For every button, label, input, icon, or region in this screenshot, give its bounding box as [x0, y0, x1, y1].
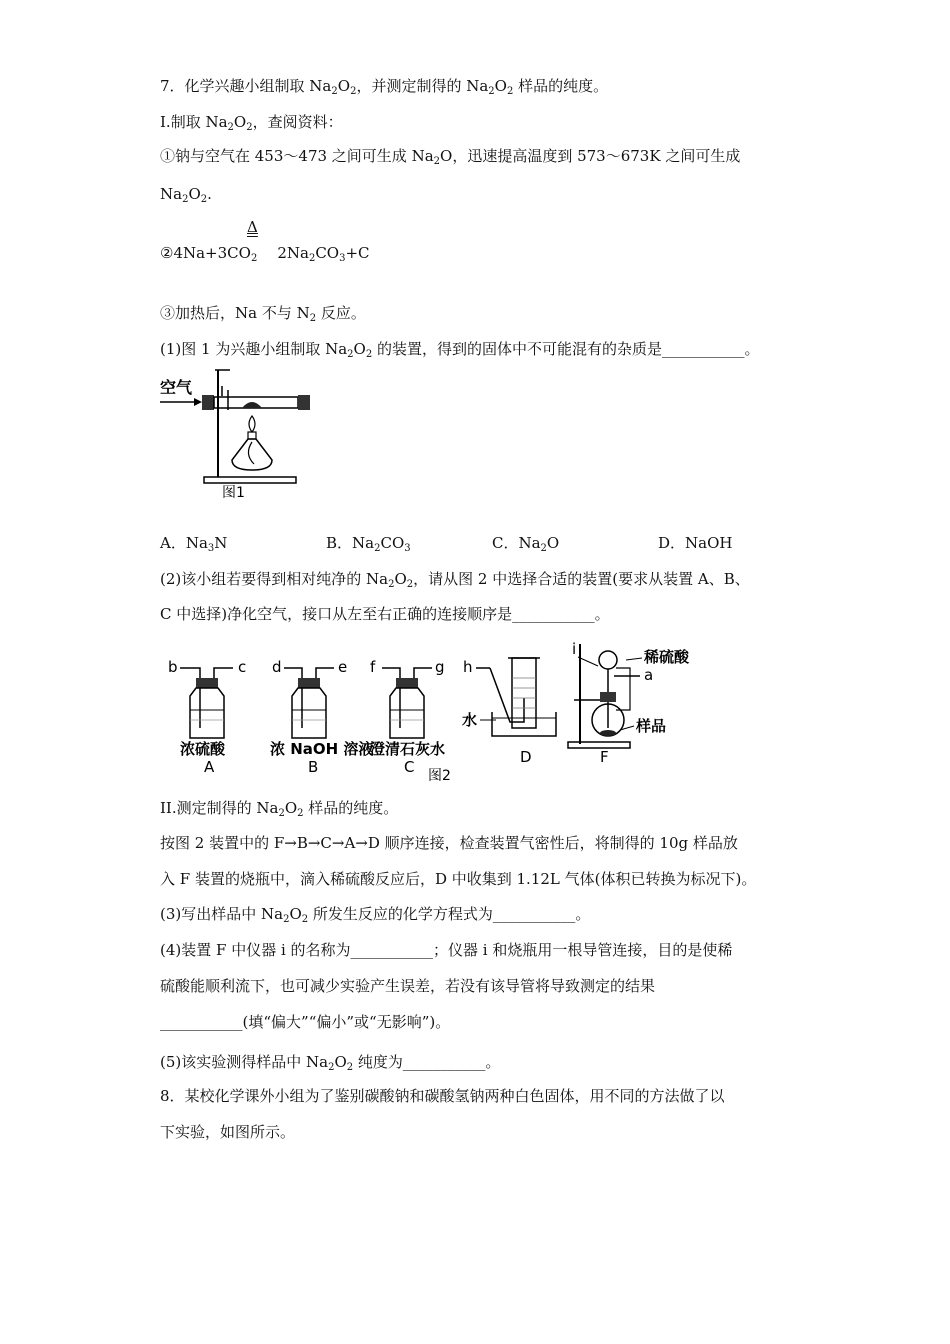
question-4-cont2: ___________(填“偏大”“偏小”或“无影响”)。 [160, 1013, 451, 1031]
delta-symbol: Δ [247, 218, 258, 236]
figure-2-caption: 图2 [428, 768, 451, 784]
figure-2-apparatus [160, 638, 720, 788]
air-label: 空气 [160, 378, 193, 397]
q7-intro: 7．化学兴趣小组制取 $Na_2O_2$，并测定制得的 $Na_2O_2$ 样品的纯度。 [160, 77, 609, 97]
part1-heading: I.制取 $Na_2O_2$，查阅资料： [160, 113, 343, 133]
liquid-c: 澄清石灰水 [370, 740, 446, 758]
bottle-b [270, 658, 373, 776]
question-2-cont: C 中选择)净化空气，接口从左至右正确的连接顺序是___________。 [160, 605, 610, 623]
option-b: B．$Na_2CO_3$ [326, 534, 411, 554]
liquid-a: 浓硫酸 [180, 740, 226, 758]
figure-1-caption: 图1 [222, 485, 245, 501]
question-2: (2)该小组若要得到相对纯净的 $Na_2O_2$，请从图 2 中选择合适的装置(要求从装置 A、B、 [160, 570, 750, 590]
port-i: i [572, 640, 577, 658]
option-d: D．NaOH [658, 534, 733, 552]
generator-f [568, 640, 690, 766]
port-g: g [435, 658, 445, 676]
sample-label: 样品 [636, 717, 667, 735]
info-3: ③加热后，Na 不与 $N_2$ 反应。 [160, 304, 366, 324]
procedure-1: 按图 2 装置中的 F→B→C→A→D 顺序连接，检查装置气密性后，将制得的 10g 样品放 [160, 834, 738, 852]
question-5: (5)该实验测得样品中 $Na_2O_2$ 纯度为___________。 [160, 1053, 501, 1073]
question-4: (4)装置 F 中仪器 i 的名称为___________；仪器 i 和烧瓶用一根导管连接，目的是使稀 [160, 941, 733, 959]
letter-f: F [600, 748, 609, 766]
port-f: f [370, 658, 376, 676]
port-d: d [272, 658, 282, 676]
figure-1-apparatus [158, 366, 318, 506]
option-a: A．$Na_3N$ [160, 534, 228, 554]
collector-d [462, 658, 556, 766]
figure-2 [160, 638, 720, 788]
equation-2: $②4Na+3CO_2$ $2Na_2CO_3+C$ [160, 244, 370, 264]
acid-label: 稀硫酸 [644, 648, 690, 666]
question-3: (3)写出样品中 $Na_2O_2$ 所发生反应的化学方程式为___________。 [160, 905, 591, 925]
letter-d: D [520, 748, 532, 766]
bottle-a [168, 658, 246, 776]
port-h: h [463, 658, 473, 676]
question-1: (1)图 1 为兴趣小组制取 $Na_2O_2$ 的装置，得到的固体中不可能混有的杂质是___________。 [160, 340, 760, 360]
info-1: ①钠与空气在 453～473 之间可生成 $Na_2O$，迅速提高温度到 573～673K 之间可生成 [160, 147, 741, 167]
question-8-cont: 下实验，如图所示。 [160, 1123, 296, 1141]
liquid-b: 浓 NaOH 溶液 [270, 740, 374, 758]
port-c: c [238, 658, 247, 676]
water-label: 水 [462, 711, 478, 729]
bottle-c [370, 658, 445, 776]
part2-heading: II.测定制得的 $Na_2O_2$ 样品的纯度。 [160, 799, 399, 819]
question-8: 8．某校化学课外小组为了鉴别碳酸钠和碳酸氢钠两种白色固体，用不同的方法做了以 [160, 1087, 725, 1105]
figure-1 [158, 366, 318, 506]
letter-c: C [404, 758, 415, 776]
procedure-2: 入 F 装置的烧瓶中，滴入稀硫酸反应后，D 中收集到 1.12L 气体(体积已转换为标况下)。 [160, 870, 757, 888]
port-a: a [644, 666, 654, 684]
letter-a: A [204, 758, 215, 776]
letter-b: B [308, 758, 319, 776]
option-c: C．$Na_2O$ [492, 534, 560, 554]
info-1-cont: $Na_2O_2$. [160, 185, 212, 205]
port-b: b [168, 658, 178, 676]
question-4-cont: 硫酸能顺利流下，也可减少实验产生误差，若没有该导管将导致测定的结果 [160, 977, 656, 995]
port-e: e [338, 658, 348, 676]
